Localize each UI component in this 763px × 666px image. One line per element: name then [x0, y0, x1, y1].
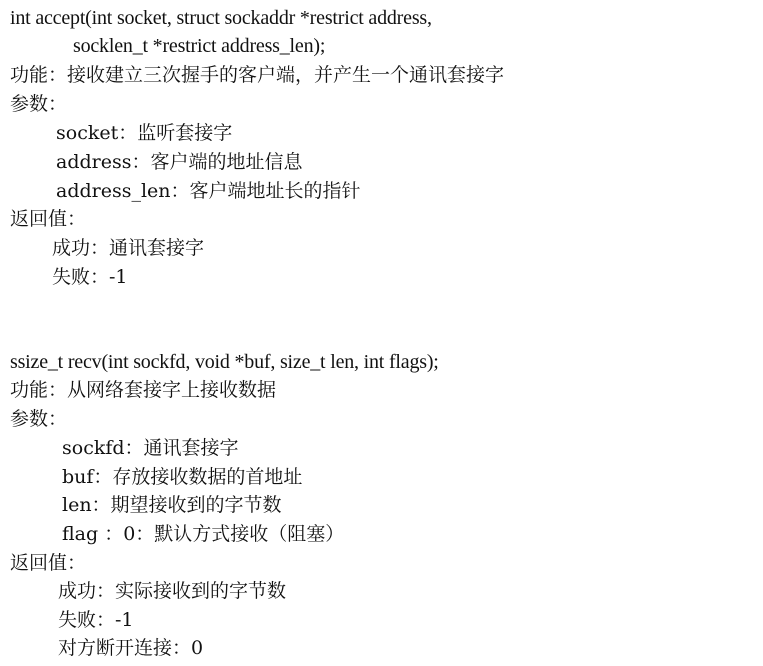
recv-return-success: 成功：实际接收到的字节数 [58, 580, 287, 602]
recv-param-flag: flag ：0：默认方式接收（阻塞） [62, 523, 345, 545]
accept-return-label: 返回值： [10, 208, 87, 230]
accept-return-success: 成功：通讯套接字 [52, 237, 205, 259]
accept-param-socket: socket：监听套接字 [56, 122, 233, 144]
recv-param-buf: buf：存放接收数据的首地址 [62, 466, 303, 488]
recv-signature: ssize_t recv(int sockfd, void *buf, size_t len, int flags); [10, 351, 439, 373]
recv-param-len: len：期望接收到的字节数 [62, 494, 282, 516]
accept-function-desc: 功能：接收建立三次握手的客户端，并产生一个通讯套接字 [10, 64, 505, 86]
accept-signature-line2: socklen_t *restrict address_len); [73, 35, 326, 57]
accept-return-fail: 失败：-1 [52, 266, 128, 288]
recv-params-label: 参数： [10, 408, 68, 430]
recv-return-fail: 失败：-1 [58, 609, 134, 631]
recv-function-desc: 功能：从网络套接字上接收数据 [10, 379, 277, 401]
recv-param-sockfd: sockfd：通讯套接字 [62, 437, 239, 459]
recv-return-closed: 对方断开连接：0 [58, 637, 204, 659]
accept-param-address: address：客户端的地址信息 [56, 151, 303, 173]
accept-params-label: 参数： [10, 93, 68, 115]
recv-return-label: 返回值： [10, 552, 87, 574]
accept-param-address-len: address_len：客户端地址长的指针 [56, 180, 361, 202]
accept-signature-line1: int accept(int socket, struct sockaddr *restrict address, [10, 7, 432, 29]
